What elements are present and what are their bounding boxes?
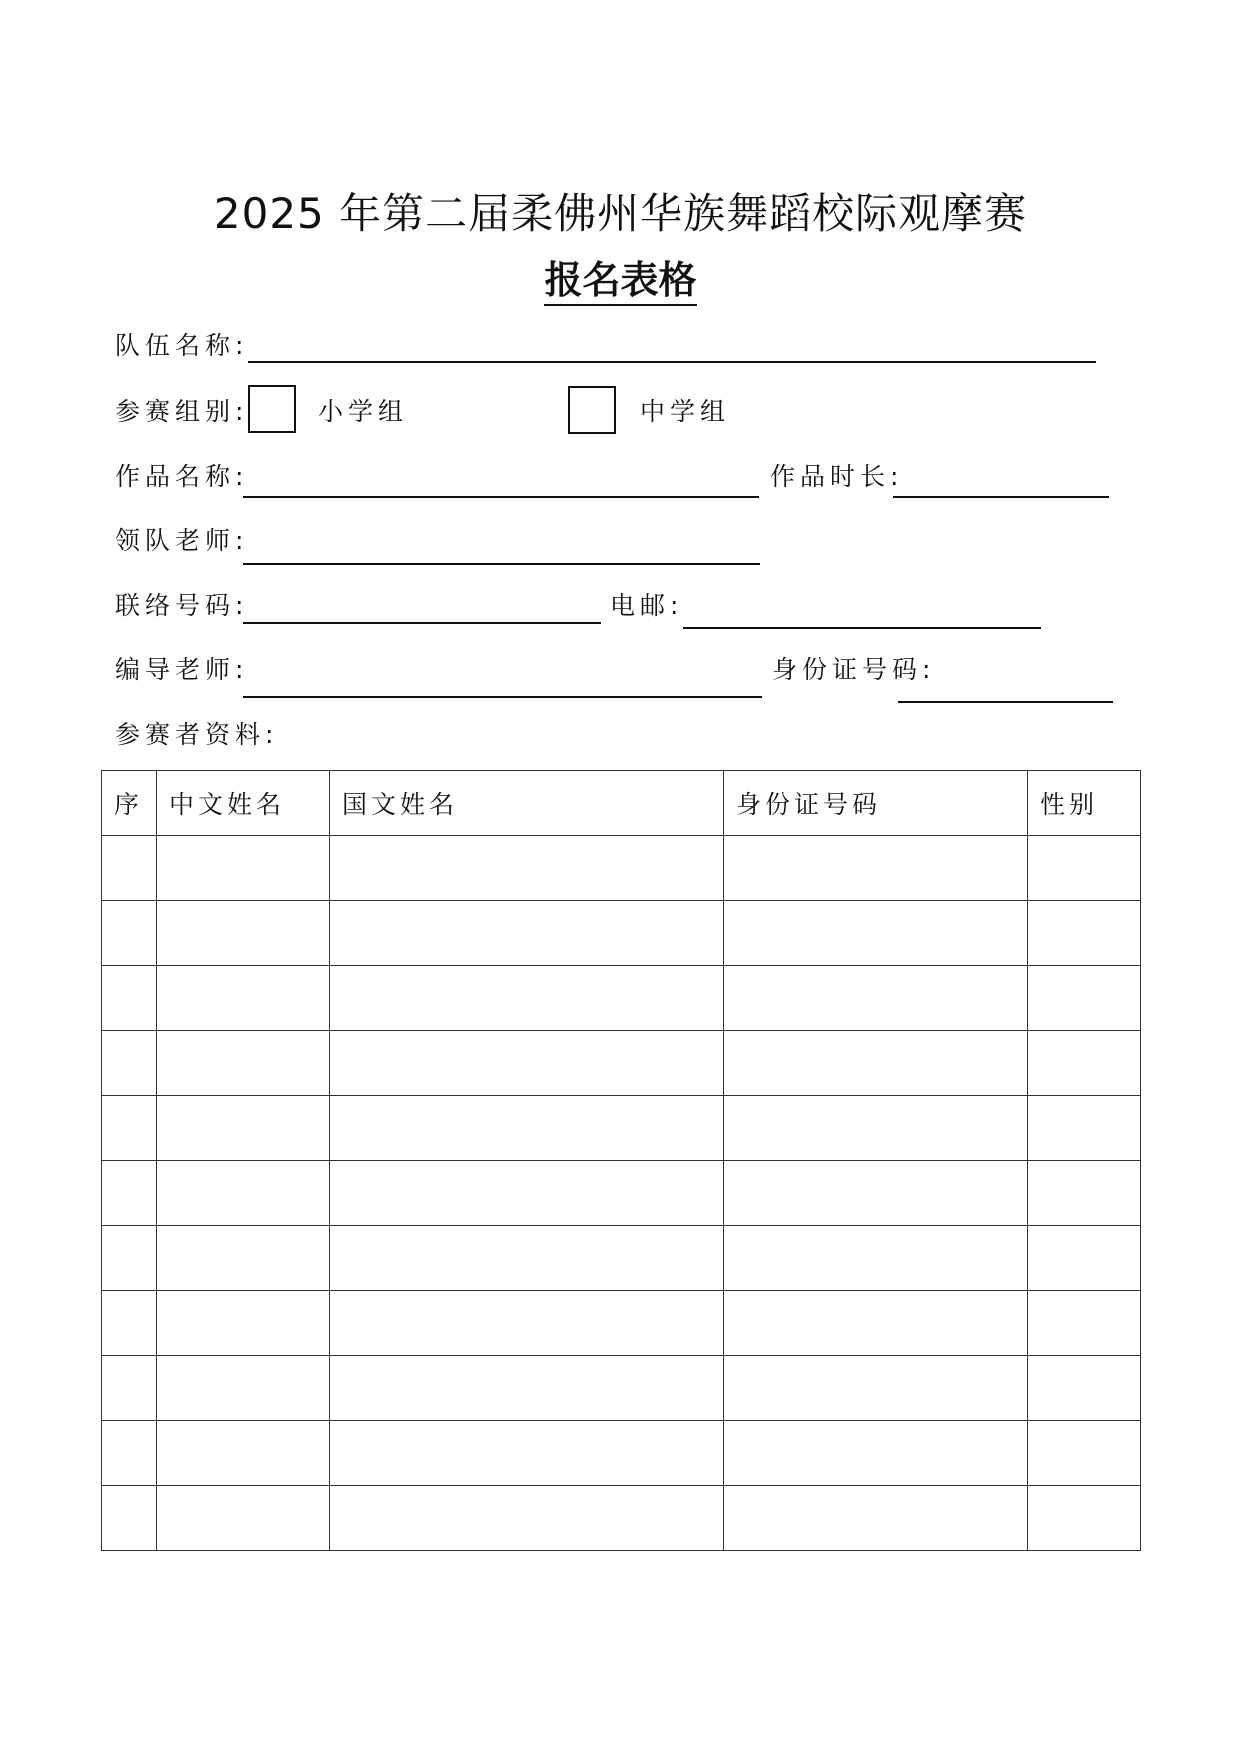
participants-table <box>101 770 1141 1551</box>
cell-seq[interactable] <box>102 901 157 966</box>
primary-school-label: 小学组 <box>318 397 409 426</box>
header-seq: 序 <box>102 771 157 836</box>
cell-malay-name[interactable] <box>330 836 724 901</box>
table-row <box>102 1421 1141 1486</box>
cell-seq[interactable] <box>102 1291 157 1356</box>
work-name-field[interactable] <box>243 496 759 498</box>
form-subtitle-text: 报名表格 <box>544 258 696 306</box>
email-field[interactable] <box>683 627 1041 629</box>
cell-malay-name[interactable] <box>330 1421 724 1486</box>
cell-id-number[interactable] <box>724 1161 1028 1226</box>
id-number-label: 身份证号码: <box>772 655 936 684</box>
cell-malay-name[interactable] <box>330 1226 724 1291</box>
cell-gender[interactable] <box>1028 1421 1141 1486</box>
email-label: 电邮: <box>610 591 684 620</box>
team-teacher-label: 领队老师: <box>115 526 249 555</box>
cell-chinese-name[interactable] <box>157 1291 330 1356</box>
cell-seq[interactable] <box>102 836 157 901</box>
header-malay-name: 国文姓名 <box>330 771 724 836</box>
team-name-label: 队伍名称: <box>115 331 249 360</box>
cell-chinese-name[interactable] <box>157 836 330 901</box>
category-label: 参赛组别: <box>115 397 249 426</box>
cell-malay-name[interactable] <box>330 1096 724 1161</box>
cell-malay-name[interactable] <box>330 901 724 966</box>
table-row <box>102 1291 1141 1356</box>
cell-malay-name[interactable] <box>330 966 724 1031</box>
cell-gender[interactable] <box>1028 1356 1141 1421</box>
table-row <box>102 836 1141 901</box>
cell-gender[interactable] <box>1028 1226 1141 1291</box>
cell-id-number[interactable] <box>724 1486 1028 1551</box>
table-row <box>102 1356 1141 1421</box>
work-duration-field[interactable] <box>893 496 1109 498</box>
cell-id-number[interactable] <box>724 1291 1028 1356</box>
cell-id-number[interactable] <box>724 901 1028 966</box>
work-duration-label: 作品时长: <box>770 462 904 491</box>
cell-seq[interactable] <box>102 1226 157 1291</box>
secondary-school-checkbox[interactable] <box>568 386 616 434</box>
cell-id-number[interactable] <box>724 836 1028 901</box>
cell-gender[interactable] <box>1028 1486 1141 1551</box>
cell-id-number[interactable] <box>724 1356 1028 1421</box>
table-header-row <box>102 771 1141 836</box>
primary-school-checkbox[interactable] <box>248 385 296 433</box>
table-row <box>102 901 1141 966</box>
cell-seq[interactable] <box>102 1356 157 1421</box>
table-row <box>102 1226 1141 1291</box>
cell-malay-name[interactable] <box>330 1356 724 1421</box>
choreographer-field[interactable] <box>243 696 762 698</box>
cell-id-number[interactable] <box>724 1421 1028 1486</box>
phone-field[interactable] <box>243 622 601 624</box>
cell-gender[interactable] <box>1028 1291 1141 1356</box>
cell-gender[interactable] <box>1028 1161 1141 1226</box>
cell-chinese-name[interactable] <box>157 1096 330 1161</box>
cell-id-number[interactable] <box>724 1031 1028 1096</box>
cell-malay-name[interactable] <box>330 1161 724 1226</box>
id-number-field[interactable] <box>898 701 1113 703</box>
secondary-school-label: 中学组 <box>640 397 731 426</box>
cell-seq[interactable] <box>102 1161 157 1226</box>
cell-chinese-name[interactable] <box>157 1226 330 1291</box>
table-row <box>102 1161 1141 1226</box>
cell-id-number[interactable] <box>724 1226 1028 1291</box>
cell-seq[interactable] <box>102 1421 157 1486</box>
cell-malay-name[interactable] <box>330 1291 724 1356</box>
cell-chinese-name[interactable] <box>157 1421 330 1486</box>
cell-malay-name[interactable] <box>330 1031 724 1096</box>
cell-gender[interactable] <box>1028 1031 1141 1096</box>
cell-id-number[interactable] <box>724 1096 1028 1161</box>
form-subtitle <box>0 252 1241 308</box>
cell-chinese-name[interactable] <box>157 1486 330 1551</box>
cell-chinese-name[interactable] <box>157 1161 330 1226</box>
table-row <box>102 1031 1141 1096</box>
table-row <box>102 1096 1141 1161</box>
cell-gender[interactable] <box>1028 901 1141 966</box>
work-name-label: 作品名称: <box>115 462 249 491</box>
cell-id-number[interactable] <box>724 966 1028 1031</box>
cell-gender[interactable] <box>1028 966 1141 1031</box>
cell-malay-name[interactable] <box>330 1486 724 1551</box>
cell-seq[interactable] <box>102 1031 157 1096</box>
header-chinese-name: 中文姓名 <box>157 771 330 836</box>
cell-chinese-name[interactable] <box>157 966 330 1031</box>
cell-chinese-name[interactable] <box>157 1356 330 1421</box>
header-gender: 性别 <box>1028 771 1141 836</box>
cell-seq[interactable] <box>102 1486 157 1551</box>
phone-label: 联络号码: <box>115 591 249 620</box>
cell-gender[interactable] <box>1028 836 1141 901</box>
header-id-number: 身份证号码 <box>724 771 1028 836</box>
cell-seq[interactable] <box>102 966 157 1031</box>
form-title: 2025 年第二届柔佛州华族舞蹈校际观摩赛 <box>213 189 1028 238</box>
team-teacher-field[interactable] <box>243 563 760 565</box>
table-row <box>102 966 1141 1031</box>
cell-gender[interactable] <box>1028 1096 1141 1161</box>
cell-seq[interactable] <box>102 1096 157 1161</box>
cell-chinese-name[interactable] <box>157 901 330 966</box>
participants-label: 参赛者资料: <box>115 720 279 749</box>
team-name-field[interactable] <box>248 361 1096 363</box>
choreographer-label: 编导老师: <box>115 655 249 684</box>
cell-chinese-name[interactable] <box>157 1031 330 1096</box>
table-row <box>102 1486 1141 1551</box>
